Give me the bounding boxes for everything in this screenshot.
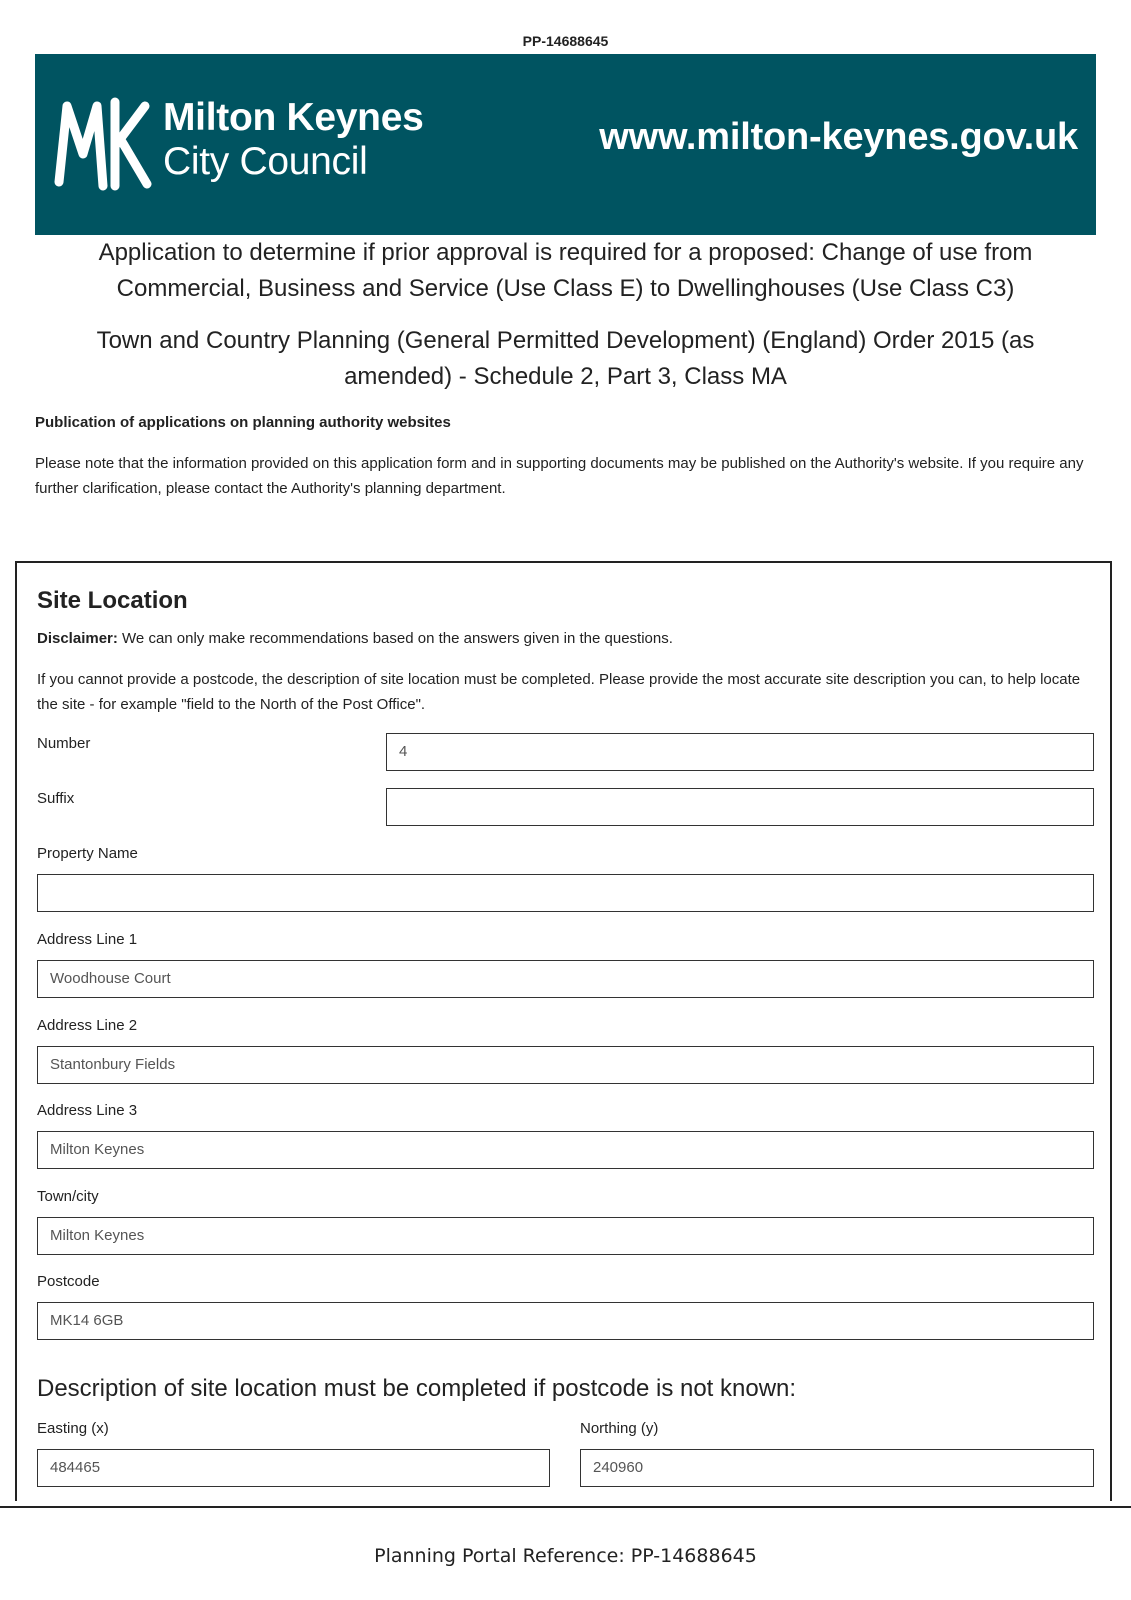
property-name-label: Property Name [37,845,138,862]
number-field[interactable]: 4 [386,733,1094,771]
publication-heading: Publication of applications on planning authority websites [35,414,451,431]
legislation-title: Town and Country Planning (General Permitted Development) (England) Order 2015 (as amended) - Schedule 2, Part 3, Class MA [96,327,1035,390]
northing-field[interactable]: 240960 [580,1449,1094,1487]
publication-text: Please note that the information provided on this application form and in supporting documents may be published on the Authority's website. If you require any further clarification, please contact the Authority's planning department. [35,455,1084,497]
easting-field[interactable]: 484465 [37,1449,550,1487]
suffix-field[interactable] [386,788,1094,826]
number-label: Number [37,735,91,752]
site-location-info: If you cannot provide a postcode, the description of site location must be completed. Please provide the most accurate site description you can, to help locate the site - for example "field to the North of the Post Office". [37,671,1081,713]
disclaimer-text: We can only make recommendations based on the answers given in the questions. [117,630,673,647]
address-line2-label: Address Line 2 [37,1017,138,1034]
address-line2-field[interactable]: Stantonbury Fields [37,1046,1094,1084]
property-name-field[interactable] [37,874,1094,912]
suffix-label: Suffix [37,790,75,807]
address-line1-label: Address Line 1 [37,931,138,948]
address-line1-field[interactable]: Woodhouse Court [37,960,1094,998]
disclaimer-label: Disclaimer: [37,630,118,647]
logo-line2: City Council [163,140,368,183]
address-line3-label: Address Line 3 [37,1102,138,1119]
logo-line1: Milton Keynes [163,96,424,139]
easting-label: Easting (x) [37,1420,109,1437]
council-website-link[interactable]: www.milton-keynes.gov.uk [599,116,1078,158]
postcode-field[interactable]: MK14 6GB [37,1302,1094,1340]
town-field[interactable]: Milton Keynes [37,1217,1094,1255]
mk-logo-icon [53,94,153,194]
page-bottom-rule [0,1506,1131,1508]
address-line3-field[interactable]: Milton Keynes [37,1131,1094,1169]
application-title: Application to determine if prior approval is required for a proposed: Change of use from Commercial, Business and Service (Use Class E) to Dwellinghouses (Use Class C3) [98,239,1033,302]
northing-label: Northing (y) [580,1420,659,1437]
description-title: Description of site location must be completed if postcode is not known: [37,1375,797,1402]
postcode-label: Postcode [37,1273,100,1290]
logo-text [163,96,423,184]
disclaimer [37,630,673,647]
footer-reference: Planning Portal Reference: PP-14688645 [374,1545,757,1567]
council-banner [35,54,1096,235]
section-title: Site Location [37,587,188,614]
page-reference: PP-14688645 [522,33,609,49]
town-label: Town/city [37,1188,99,1205]
